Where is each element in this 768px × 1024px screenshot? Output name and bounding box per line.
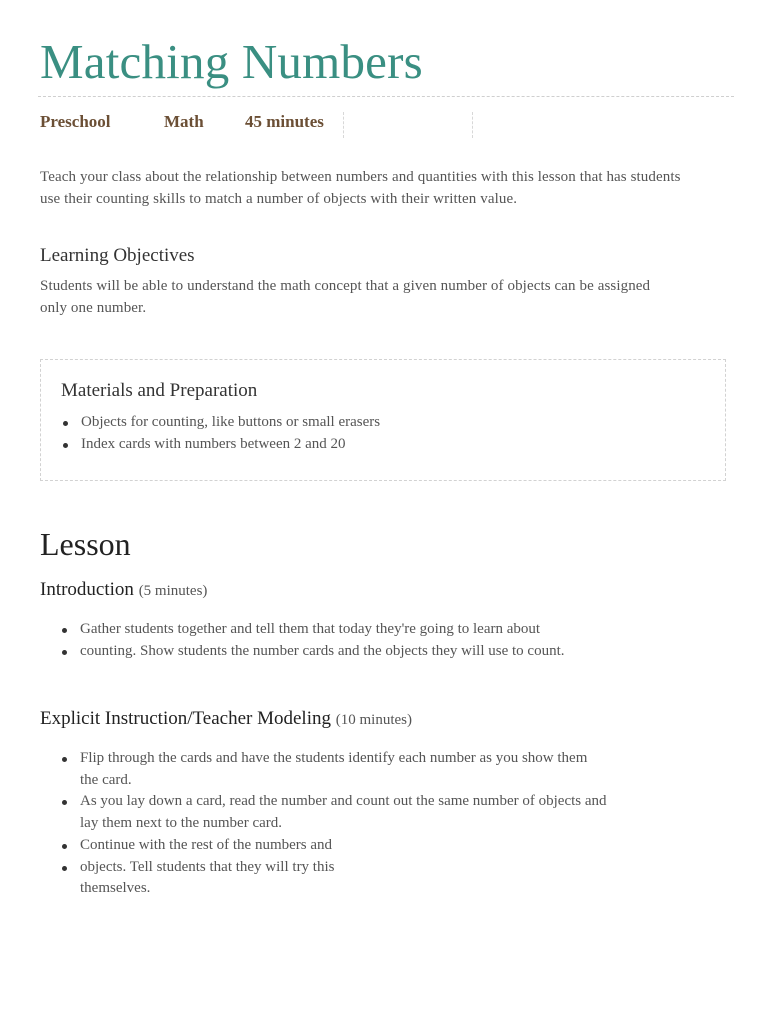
meta-divider (472, 112, 473, 138)
meta-divider (343, 112, 344, 138)
list-item-line: objects. Tell students that they will try this (80, 858, 335, 875)
list-item (60, 748, 740, 791)
learning-objectives-heading: Learning Objectives (40, 245, 195, 266)
materials-box (40, 359, 726, 481)
explicit-instruction-title: Explicit Instruction/Teacher Modeling (40, 708, 331, 729)
grade-label: Preschool (40, 112, 111, 131)
explicit-instruction-duration: (10 minutes) (335, 712, 412, 728)
introduction-list (60, 619, 720, 662)
materials-list (61, 412, 380, 455)
list-item: counting. Show students the number cards and the objects they will use to count. (60, 641, 720, 663)
list-item-line: lay them next to the number card. (80, 815, 283, 832)
explicit-instruction-list (60, 748, 740, 900)
introduction-heading (40, 578, 207, 603)
list-item: Objects for counting, like buttons or small erasers (61, 412, 380, 434)
list-item (60, 857, 740, 900)
learning-objectives-text: Students will be able to understand the math concept that a given number of objects can be assigned only one number. (40, 278, 651, 316)
lesson-heading: Lesson (40, 526, 131, 562)
list-item (60, 791, 740, 834)
subject-label: Math (164, 112, 204, 131)
materials-heading: Materials and Preparation (61, 380, 258, 401)
introduction-duration: (5 minutes) (138, 583, 208, 599)
explicit-instruction-heading (40, 707, 412, 732)
list-item-line: Continue with the rest of the numbers and (80, 836, 333, 853)
introduction-title: Introduction (40, 579, 134, 600)
list-item-line: the card. (80, 771, 132, 788)
list-item-line: themselves. (80, 880, 151, 897)
duration-label: 45 minutes (245, 112, 324, 131)
page-title: Matching Numbers (40, 34, 423, 89)
list-item: Gather students together and tell them that today they're going to learn about (60, 619, 720, 641)
list-item-line: Flip through the cards and have the students identify each number as you show them (80, 750, 588, 766)
lesson-description: Teach your class about the relationship between numbers and quantities with this lesson that has students use their counting skills to match a number of objects with their written value. (40, 169, 681, 207)
list-item-line: As you lay down a card, read the number and count out the same number of objects and (80, 793, 607, 810)
list-item: Index cards with numbers between 2 and 20 (61, 434, 380, 456)
list-item (60, 835, 740, 857)
header-divider (38, 96, 734, 97)
